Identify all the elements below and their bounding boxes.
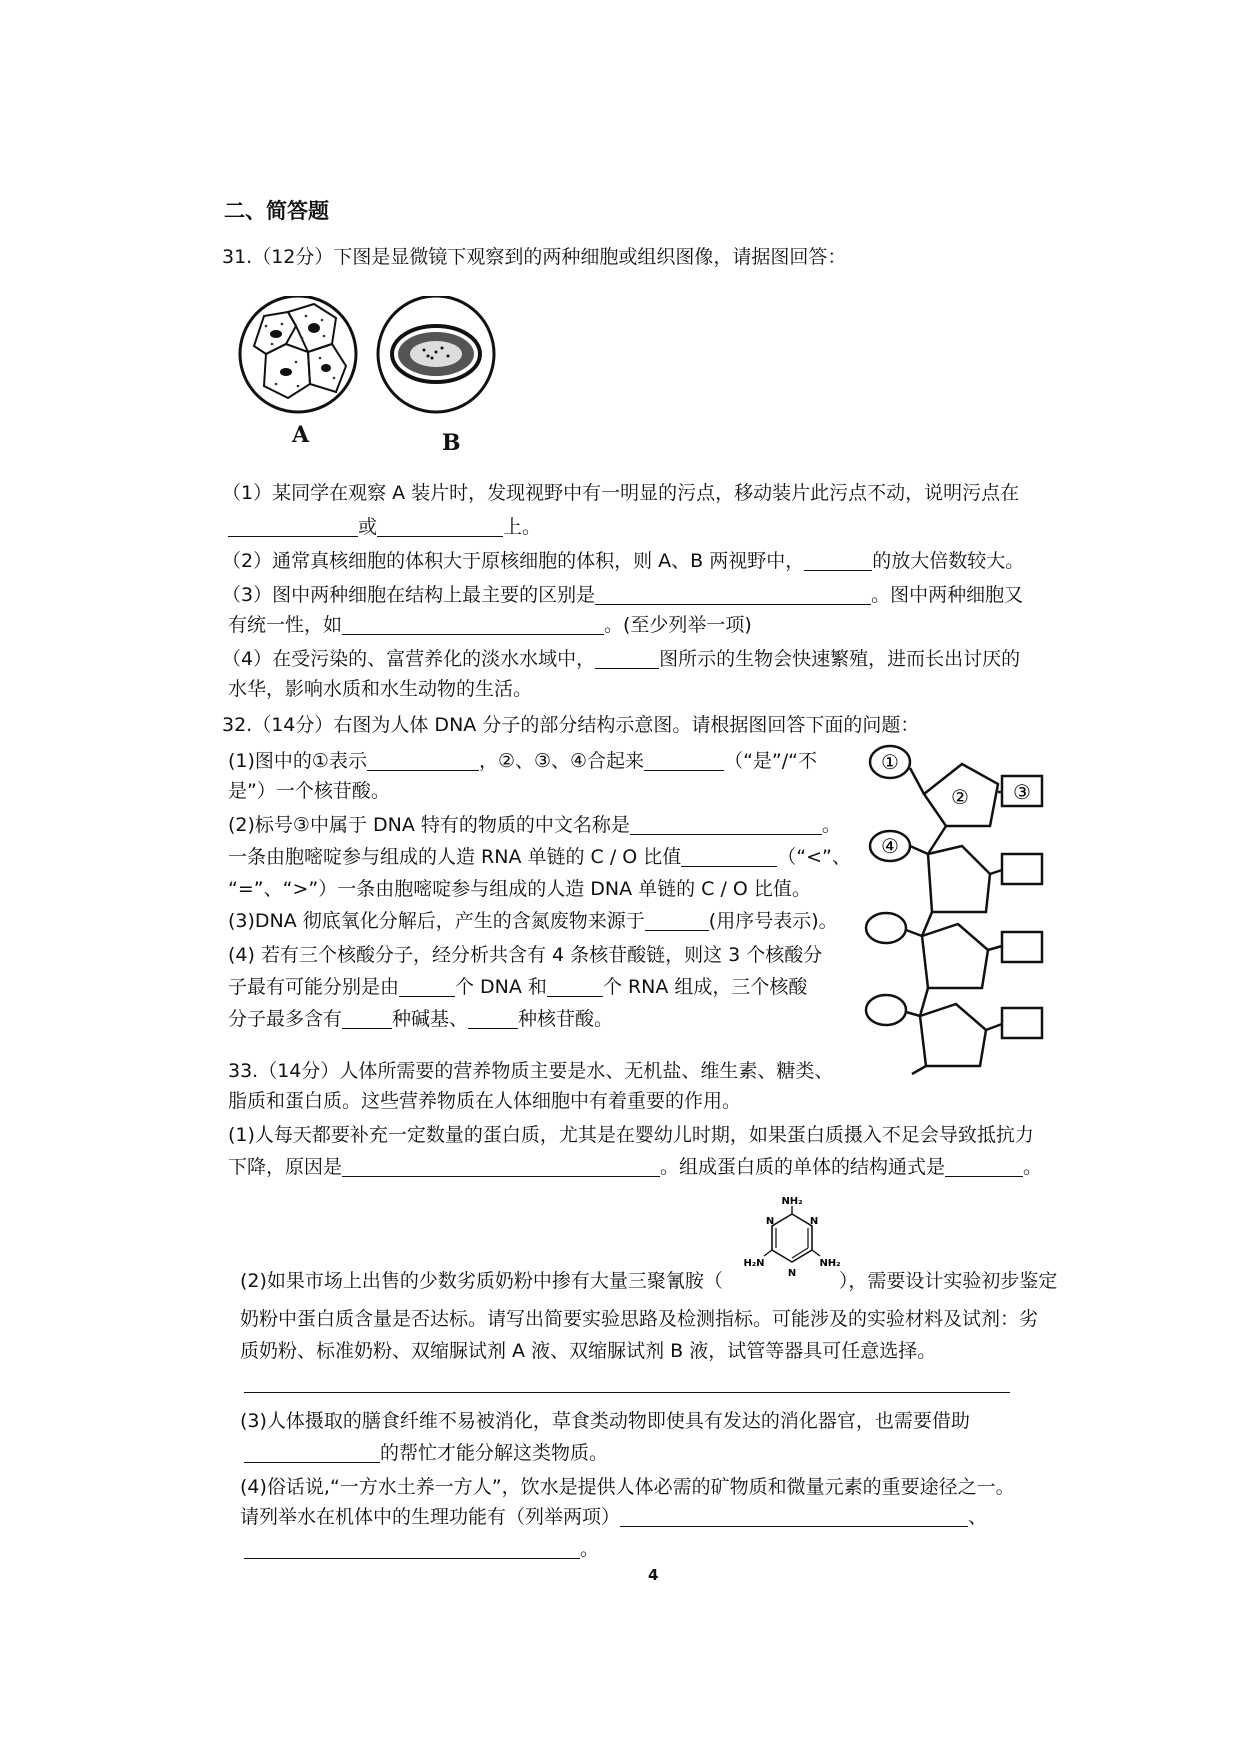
q32-p3: (3)DNA 彻底氧化分解后，产生的含氮废物来源于 (用序号表示)。: [228, 910, 838, 932]
answer-blank[interactable]: [547, 976, 603, 997]
q33-p2-line1: (2)如果市场上出售的少数劣质奶粉中掺有大量三聚氰胺（ ），需要设计实验初步鉴定: [240, 1270, 1058, 1292]
answer-blank[interactable]: [399, 976, 455, 997]
q32-p4-line3: 分子最多含有 种碱基、 种核苷酸。: [228, 1008, 614, 1030]
answer-blank[interactable]: [644, 750, 724, 771]
q31-p1-line1: （1）某同学在观察 A 装片时，发现视野中有一明显的污点，移动装片此污点不动，说明污点在: [222, 482, 1020, 504]
answer-blank[interactable]: [342, 1156, 660, 1177]
answer-blank[interactable]: [244, 1442, 380, 1463]
q32-p2-line3: “=”、“>”）一条由胞嘧啶参与组成的人造 DNA 单链的 C / O 比值。: [228, 878, 811, 900]
q33-p2-line2: 奶粉中蛋白质含量是否达标。请写出简要实验思路及检测指标。可能涉及的实验材料及试剂：劣: [240, 1308, 1039, 1330]
answer-blank[interactable]: [630, 814, 822, 835]
q32-p1-line1: (1)图中的①表示 ，②、③、④合起来 （“是”/“不: [228, 750, 817, 772]
q33-p1-line2: 下降，原因是 。组成蛋白质的单体的结构通式是 。: [228, 1156, 1043, 1178]
q32-p1-line2: 是”）一个核苷酸。: [228, 780, 390, 802]
formula-nh2-top: NH₂: [781, 1196, 803, 1207]
formula-h2n-left: H₂N: [743, 1258, 765, 1269]
formula-nh2-right: NH₂: [819, 1258, 841, 1269]
label-3: ③: [1013, 780, 1031, 804]
answer-blank[interactable]: [681, 846, 777, 867]
answer-blank[interactable]: [342, 1008, 392, 1029]
q32-p2-line2: 一条由胞嘧啶参与组成的人造 RNA 单链的 C / O 比值 （“<”、: [228, 846, 851, 868]
q33-p4-line1: (4)俗话说,“一方水土养一方人”，饮水是提供人体必需的矿物质和微量元素的重要途径之一。: [240, 1476, 1015, 1498]
dna-structure-diagram: [862, 736, 1054, 1076]
formula-n1: N: [765, 1216, 775, 1227]
q33-p4-line2: 请列举水在机体中的生理功能有（列举两项） 、: [240, 1506, 988, 1528]
answer-blank[interactable]: [595, 648, 659, 669]
answer-blank[interactable]: [367, 750, 479, 771]
label-2: ②: [951, 785, 969, 809]
q32-p4-line1: (4) 若有三个核酸分子，经分析共含有 4 条核苷酸链，则这 3 个核酸分: [228, 944, 823, 966]
q33-p1-line1: (1)人每天都要补充一定数量的蛋白质，尤其是在婴幼儿时期，如果蛋白质摄入不足会导致抵抗力: [228, 1124, 1034, 1146]
answer-blank[interactable]: [468, 1008, 518, 1029]
q32-p2-line1: (2)标号③中属于 DNA 特有的物质的中文名称是 。: [228, 814, 841, 836]
q33-p3-line2: 的帮忙才能分解这类物质。: [244, 1440, 608, 1466]
answer-blank[interactable]: [244, 1538, 580, 1559]
figure-a-tissue: [240, 296, 356, 412]
label-4: ④: [881, 834, 899, 858]
answer-blank[interactable]: [595, 584, 871, 605]
q32-stem: 32.（14分）右图为人体 DNA 分子的部分结构示意图。请根据图回答下面的问题：: [222, 714, 920, 736]
q33-stem-line1: 33.（14分）人体所需要的营养物质主要是水、无机盐、维生素、糖类、: [228, 1060, 834, 1082]
answer-blank[interactable]: [377, 516, 503, 537]
q31-p1-line2: 或 上。: [228, 514, 541, 540]
section-title: 二、简答题: [224, 199, 329, 223]
q31-p4-line1: （4）在受污染的、富营养化的淡水水域中， 图所示的生物会快速繁殖，进而长出讨厌的: [222, 648, 1021, 670]
q31-p4-line2: 水华，影响水质和水生动物的生活。: [228, 678, 533, 700]
answer-blank[interactable]: [804, 550, 872, 571]
q31-p3-line2: 有统一性，如 。(至少列举一项): [228, 614, 752, 636]
q31-p2: （2）通常真核细胞的体积大于原核细胞的体积，则 A、B 两视野中， 的放大倍数较大。: [222, 550, 1025, 572]
q33-stem-line2: 脂质和蛋白质。这些营养物质在人体细胞中有着重要的作用。: [228, 1090, 742, 1112]
answer-blank[interactable]: [620, 1506, 968, 1527]
answer-blank[interactable]: [342, 614, 604, 635]
q31-stem: 31.（12分）下图是显微镜下观察到的两种细胞或组织图像，请据图回答：: [222, 246, 847, 268]
q31-p3-line1: （3）图中两种细胞在结构上最主要的区别是 。图中两种细胞又: [222, 584, 1024, 606]
answer-blank[interactable]: [945, 1156, 1023, 1177]
formula-n2: N: [809, 1216, 819, 1227]
page-number: 4: [648, 1566, 659, 1584]
figure-b-bacterium: [378, 296, 494, 412]
figure-label-a: A: [292, 422, 310, 448]
label-1: ①: [881, 750, 899, 774]
q33-p3-line1: (3)人体摄取的膳食纤维不易被消化，草食类动物即使具有发达的消化器官，也需要借助: [240, 1410, 970, 1432]
formula-n3: N: [787, 1268, 797, 1279]
answer-blank[interactable]: [645, 910, 709, 931]
q32-p4-line2: 子最有可能分别是由 个 DNA 和 个 RNA 组成，三个核酸: [228, 976, 808, 998]
q33-p4-line3: 。: [244, 1536, 599, 1562]
q33-p2-answer-line[interactable]: [244, 1392, 1010, 1393]
answer-blank[interactable]: [228, 516, 358, 537]
figure-label-b: B: [442, 430, 461, 456]
q33-p2-line3: 质奶粉、标准奶粉、双缩脲试剂 A 液、双缩脲试剂 B 液，试管等器具可任意选择。: [240, 1340, 937, 1362]
